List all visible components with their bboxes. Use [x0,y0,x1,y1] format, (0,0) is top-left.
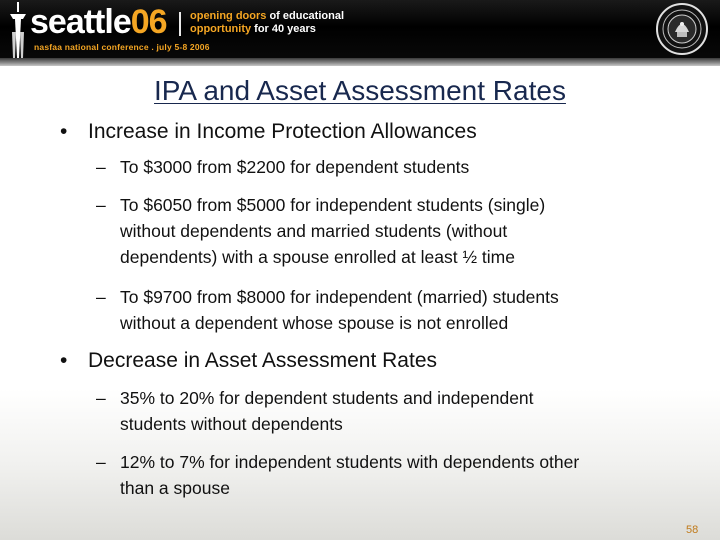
sub-bullet-line: without dependents and married students (without [120,221,508,241]
bullet-marker: • [60,120,68,143]
conference-text: nasfaa national conference . july 5-8 2006 [34,42,210,52]
sub-bullet-line: To $9700 from $8000 for independent (married) students [120,287,559,307]
sub-bullet-text [120,449,690,501]
dash-marker: – [96,195,106,215]
sub-bullet-line: without a dependent whose spouse is not enrolled [120,313,509,333]
dash-marker: – [96,157,106,177]
tagline-part2: of educational [266,10,345,22]
bullet-text: Increase in Income Protection Allowances [88,120,477,143]
sub-bullet-line: To $6050 from $5000 for independent students (single) [120,195,546,215]
bullet-marker: • [60,349,68,372]
slide-title: IPA and Asset Assessment Rates [154,75,566,106]
sub-bullet-line: 12% to 7% for independent students with dependents other [120,452,580,472]
sub-bullet-line: students without dependents [120,414,343,434]
sub-bullet-text [120,284,690,336]
sub-bullet-text: To $3000 from $2200 for dependent students [120,157,470,177]
tagline-part4: for 40 years [251,23,316,35]
sub-bullet-line: 35% to 20% for dependent students and independent [120,388,534,408]
tagline-part3: opportunity [190,23,252,35]
brand-year: 06 [130,3,167,41]
dash-marker: – [96,452,106,472]
dash-marker: – [96,287,106,307]
sub-bullet-line: than a spouse [120,478,230,498]
sub-bullet-line: dependents) with a spouse enrolled at least ½ time [120,247,515,267]
tagline-part1: opening doors [190,10,267,22]
page-number: 58 [686,524,699,536]
bullet-text: Decrease in Asset Assessment Rates [88,349,437,372]
sub-bullet-text [120,192,690,270]
dash-marker: – [96,388,106,408]
brand-main: seattle [30,3,131,41]
sub-bullet-text [120,385,690,437]
